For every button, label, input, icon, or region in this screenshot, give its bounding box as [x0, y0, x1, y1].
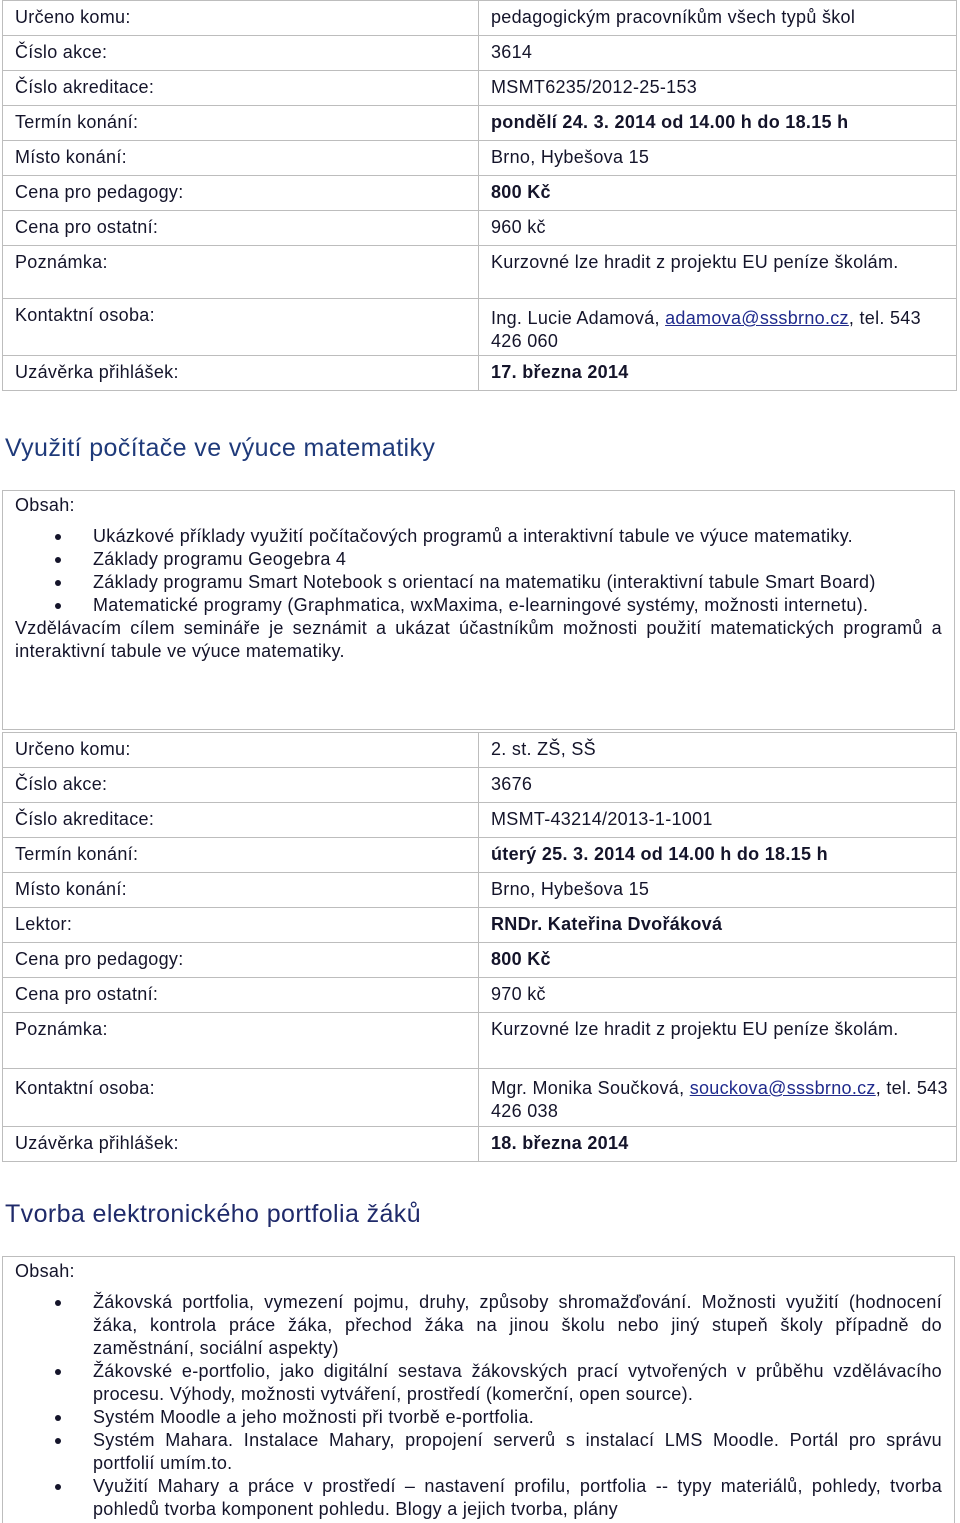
value-akreditace: MSMT6235/2012-25-153: [479, 71, 957, 106]
label-urceno: Určeno komu:: [3, 1, 479, 36]
value-cena-pedagogy: 800 Kč: [479, 176, 957, 211]
value-kontakt: [479, 299, 957, 356]
value-termin: pondělí 24. 3. 2014 od 14.00 h do 18.15 h: [479, 106, 957, 141]
value-uzaverka: 17. března 2014: [479, 356, 957, 391]
label-uzaverka: Uzávěrka přihlášek:: [3, 1127, 479, 1162]
section2-title: Tvorba elektronického portfolia žáků: [5, 1200, 421, 1228]
label-cislo-akce: Číslo akce:: [3, 36, 479, 71]
value-kontakt: [479, 1069, 957, 1127]
list-item: Využití Mahary a práce v prostředí – nastavení profilu, portfolia -- typy materiálů, pohledy, tvorba pohledů tvorba komponent pohledu. Blogy a jejich tvorba, plány: [15, 1475, 942, 1521]
section1-goal: Vzdělávacím cílem semináře je seznámit a ukázat účastníkům možnosti použití matematických programů a interaktivní tabule ve výuce matematiky.: [15, 618, 942, 661]
value-cislo-akce: 3676: [479, 768, 957, 803]
section2-bullet-list: [15, 1291, 942, 1521]
value-cislo-akce: 3614: [479, 36, 957, 71]
label-misto: Místo konání:: [3, 141, 479, 176]
label-cena-pedagogy: Cena pro pedagogy:: [3, 943, 479, 978]
contact-name: Ing. Lucie Adamová,: [491, 308, 666, 328]
course1-info-table: [2, 0, 957, 391]
label-misto: Místo konání:: [3, 873, 479, 908]
label-termin: Termín konání:: [3, 838, 479, 873]
label-kontakt: Kontaktní osoba:: [3, 299, 479, 356]
value-urceno: pedagogickým pracovníkům všech typů škol: [479, 1, 957, 36]
label-urceno: Určeno komu:: [3, 733, 479, 768]
section1-bullet-list: [15, 525, 942, 617]
value-termin: úterý 25. 3. 2014 od 14.00 h do 18.15 h: [479, 838, 957, 873]
list-item: Systém Mahara. Instalace Mahary, propojení serverů s instalací LMS Moodle. Portál pro správu portfolií umím.to.: [15, 1429, 942, 1475]
list-item: Matematické programy (Graphmatica, wxMaxima, e-learningové systémy, možnosti internetu).: [15, 594, 942, 617]
value-cena-pedagogy: 800 Kč: [479, 943, 957, 978]
list-item: Systém Moodle a jeho možnosti při tvorbě e-portfolia.: [15, 1406, 942, 1429]
value-misto: Brno, Hybešova 15: [479, 873, 957, 908]
list-item: Ukázkové příklady využití počítačových programů a interaktivní tabule ve výuce matematiky.: [15, 525, 942, 548]
list-item: Žákovské e-portfolio, jako digitální sestava žákovských prací vytvořených v průběhu vzdělávacího procesu. Výhody, možnosti vytváření, prostředí (komerční, open source).: [15, 1360, 942, 1406]
value-lektor: RNDr. Kateřina Dvořáková: [479, 908, 957, 943]
label-cislo-akce: Číslo akce:: [3, 768, 479, 803]
contact-name: Mgr. Monika Součková,: [491, 1078, 690, 1098]
label-uzaverka: Uzávěrka přihlášek:: [3, 356, 479, 391]
section2-content: [2, 1256, 955, 1523]
label-cena-ostatni: Cena pro ostatní:: [3, 211, 479, 246]
label-termin: Termín konání:: [3, 106, 479, 141]
label-cena-pedagogy: Cena pro pedagogy:: [3, 176, 479, 211]
label-cena-ostatni: Cena pro ostatní:: [3, 978, 479, 1013]
label-poznamka: Poznámka:: [3, 246, 479, 299]
contact-phone: , tel. 543 426 060: [491, 308, 921, 351]
list-item: Základy programu Smart Notebook s orientací na matematiku (interaktivní tabule Smart Board): [15, 571, 942, 594]
value-uzaverka: 18. března 2014: [479, 1127, 957, 1162]
value-poznamka: Kurzovné lze hradit z projektu EU peníze školám.: [479, 246, 957, 299]
label-akreditace: Číslo akreditace:: [3, 71, 479, 106]
contact-phone: , tel. 543 426 038: [491, 1078, 948, 1121]
email-link[interactable]: adamova@sssbrno.cz: [665, 308, 849, 328]
value-akreditace: MSMT-43214/2013-1-1001: [479, 803, 957, 838]
email-link[interactable]: souckova@sssbrno.cz: [689, 1078, 876, 1098]
value-poznamka: Kurzovné lze hradit z projektu EU peníze školám.: [479, 1013, 957, 1069]
value-cena-ostatni: 970 kč: [479, 978, 957, 1013]
list-item: Základy programu Geogebra 4: [15, 548, 942, 571]
content-label: Obsah:: [15, 495, 75, 515]
course2-info-table: [2, 732, 957, 1162]
value-cena-ostatni: 960 kč: [479, 211, 957, 246]
label-kontakt: Kontaktní osoba:: [3, 1069, 479, 1127]
list-item: Žákovská portfolia, vymezení pojmu, druhy, způsoby shromažďování. Možnosti využití (hodnocení žáka, kontrola práce žáka, přechod žáka na jinou školu nebo jiný stupeň školy případně do zaměstnání, sociální aspekty): [15, 1291, 942, 1360]
label-lektor: Lektor:: [3, 908, 479, 943]
value-urceno: 2. st. ZŠ, SŠ: [479, 733, 957, 768]
label-poznamka: Poznámka:: [3, 1013, 479, 1069]
section1-title: Využití počítače ve výuce matematiky: [5, 434, 436, 462]
content-label: Obsah:: [15, 1261, 75, 1281]
section1-content: [2, 490, 955, 730]
label-akreditace: Číslo akreditace:: [3, 803, 479, 838]
value-misto: Brno, Hybešova 15: [479, 141, 957, 176]
